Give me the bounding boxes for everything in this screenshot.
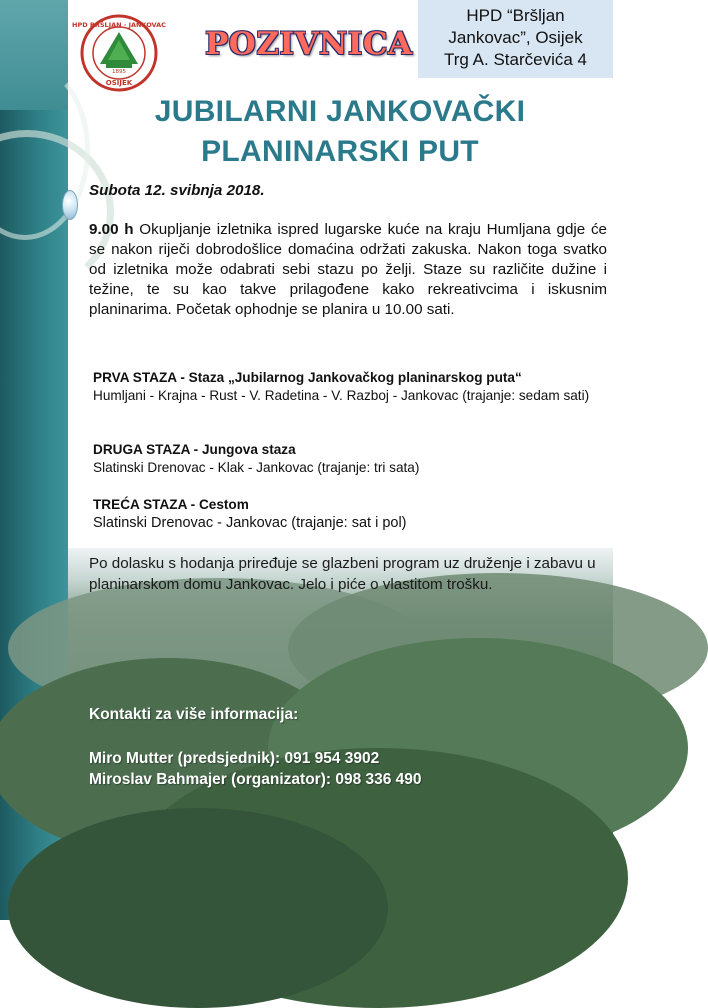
route-description: Humljani - Krajna - Rust - V. Radetina - V. Razboj - Jankovac (trajanje: sedam sati) xyxy=(93,388,590,403)
intro-paragraph xyxy=(89,220,607,320)
org-line: Trg A. Starčevića 4 xyxy=(444,50,587,69)
logo-bottom-text: OSIJEK xyxy=(105,79,133,87)
event-date: Subota 12. svibnja 2018. xyxy=(89,182,265,199)
closing-paragraph: Po dolasku s hodanja priređuje se glazbeni program uz druženje i zabavu u planinarskom domu Jankovac. Jelo i piće o vlastitom trošku. xyxy=(89,555,596,593)
org-line: HPD “Bršljan xyxy=(466,6,565,25)
route-item xyxy=(93,496,593,532)
event-description xyxy=(89,181,607,320)
mountain-ridge xyxy=(8,808,388,1008)
route-item xyxy=(93,369,593,405)
decorative-bead-icon xyxy=(62,190,78,220)
event-title-line: PLANINARSKI PUT xyxy=(201,135,479,168)
route-description: Slatinski Drenovac - Klak - Jankovac (trajanje: tri sata) xyxy=(93,460,420,475)
intro-text: Okupljanje izletnika ispred lugarske kuće na kraju Humljana gdje će se nakon riječi dobrodošlice domaćina održati zakuska. Nakon toga svatko od izletnika može odabrati sebi stazu po želji. Staze su različite dužine i težine, te su kao takve prilagođene kako rekreativcima i iskusnim planinarima. Početak ophodnje se planira u 10.00 sati. xyxy=(89,221,607,318)
route-item xyxy=(93,441,593,477)
start-time: 9.00 h xyxy=(89,221,134,238)
contacts-section xyxy=(89,704,589,790)
logo-ring-text: HPD BRŠLJAN · JANKOVAC xyxy=(72,21,166,29)
hpd-logo-emblem-icon xyxy=(72,14,166,92)
org-line: Jankovac”, Osijek xyxy=(448,28,583,47)
organization-address-box xyxy=(418,0,613,78)
contact-person: Miro Mutter (predsjednik): 091 954 3902 xyxy=(89,750,380,767)
route-title: DRUGA STAZA - Jungova staza xyxy=(93,442,296,457)
logo-year: 1895 xyxy=(112,69,126,75)
event-title-line: JUBILARNI JANKOVAČKI xyxy=(154,95,526,128)
route-description: Slatinski Drenovac - Jankovac (trajanje: sat i pol) xyxy=(93,515,407,531)
route-title: PRVA STAZA - Staza „Jubilarnog Jankovačkog planinarskog puta“ xyxy=(93,370,522,385)
contacts-title: Kontakti za više informacija: xyxy=(89,706,299,723)
route-title: TREĆA STAZA - Cestom xyxy=(93,497,249,512)
event-title xyxy=(90,92,590,172)
contact-person: Miroslav Bahmajer (organizator): 098 336 490 xyxy=(89,771,422,788)
invitation-heading: POZIVNICA xyxy=(205,26,413,62)
